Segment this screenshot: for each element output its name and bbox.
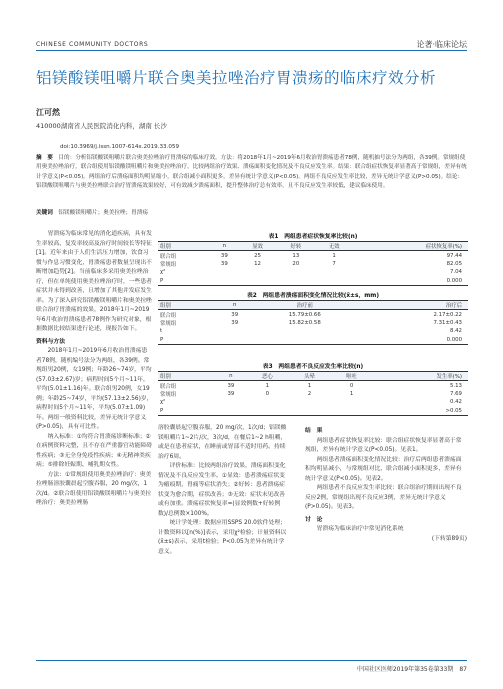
table-cell: 2 — [307, 390, 312, 397]
table-cell: 常规组 — [160, 320, 177, 327]
footer-divider — [36, 660, 467, 661]
table-cell: 常规组 — [160, 261, 177, 268]
table-cell: 97.44 — [446, 252, 462, 259]
abstract-label: 摘 要 — [36, 155, 53, 161]
table-header: 治疗前 — [251, 301, 359, 310]
table-cell — [218, 336, 251, 345]
table-cell — [331, 407, 373, 416]
table-cell: 2.17±0.22 — [433, 311, 462, 318]
table-row — [158, 327, 468, 335]
table-cell — [251, 327, 359, 335]
table-header: 恶心 — [246, 372, 288, 381]
table-header: n — [215, 372, 246, 381]
table-row — [158, 381, 468, 390]
table-cell — [288, 407, 330, 416]
table-cell — [246, 407, 288, 416]
paragraph: 两组患者症状恢复率比较：联合组症状恢复率显著高于常规组，差异有统计学意义(P<0.05)。见表1。 — [305, 437, 462, 453]
table-cell: 5.13 — [449, 382, 462, 389]
table-cell: 0 — [265, 390, 270, 397]
column-2 — [158, 424, 288, 557]
table-header: 组别 — [158, 372, 215, 381]
table-cell: 39 — [227, 390, 235, 397]
table-row — [158, 268, 468, 276]
table-cell: t — [160, 328, 163, 335]
table-cell — [251, 336, 359, 345]
table-cell — [277, 268, 315, 276]
table-cell: χ² — [160, 269, 166, 276]
paragraph: 纳入标准：①均符合胃溃疡诊断标准；②在病例资料完整，且不存在严重器官功能障碍性疾病；③无全身免疫性疾病；④无精神类疾病；⑤排除妊娠期、哺乳期女性。 — [36, 433, 152, 468]
table-header: n — [210, 242, 238, 251]
section-heading-discussion: 讨 论 — [305, 516, 323, 523]
table-cell: 0.000 — [359, 336, 468, 345]
table-cell: 20 — [292, 260, 300, 267]
journal-name: CHINESE COMMUNITY DOCTORS — [36, 41, 149, 48]
table-header: 好转 — [277, 242, 315, 251]
table-cell: 7.31±0.43 — [433, 319, 462, 326]
paragraph: 两组患者溃疡面积变化情况比较：治疗后两组患者溃疡面积均明显减小，与常规组对比，联合组减小面积更多，差异有统计学意义(P<0.05)。见表2。 — [305, 456, 462, 482]
table-cell — [246, 398, 288, 406]
author-name: 江可然 — [36, 108, 60, 117]
table-header: 呕吐 — [331, 372, 373, 381]
intro-paragraph: 胃溃疡为临床常见的消化道疾病，具有发生率较高、复发率较高及治疗时间较长等特征[1]。近年来由于人们生活压力增加，饮食习惯与作息习惯变化，胃溃疡患者数量呈现出不断增加趋势[2]。当前临床多采用奥美拉唑治疗，但在单纯使用奥美拉唑治疗时，一些患者症状并未得到改善，且增加了其他并发症发生率。为了深入研究铝镁酸镁咀嚼片和奥美拉唑联合治疗胃溃疡的效果，2018年1月~2019年6月收治胃溃疡患者78例作为研究对象，根据数据比较结果进行论述，现报告如下。 — [36, 231, 152, 332]
doi[interactable]: doi:10.3969/j.issn.1007-614x.2019.33.059 — [60, 144, 180, 150]
table-header: 无效 — [315, 242, 353, 251]
table-cell: 常规组 — [160, 391, 177, 398]
table-cell — [331, 398, 373, 406]
table-cell: 0 — [349, 382, 354, 389]
abstract — [36, 154, 468, 192]
table-3 — [158, 371, 468, 416]
table-row — [158, 336, 468, 345]
table-row — [158, 398, 468, 406]
table-cell: 1 — [307, 382, 312, 389]
table-cell: 0.42 — [449, 399, 462, 406]
table-cell — [238, 277, 276, 286]
table-row — [158, 319, 468, 327]
section-label: 论著·临床论坛 — [416, 40, 467, 49]
table-cell: 0.000 — [353, 277, 468, 286]
abstract-text: 目的：分析铝镁酸镁咀嚼片联合奥美拉唑治疗胃溃疡的临床疗效。方法：将2018年1月~2019年6月收治胃溃疡患者78例，随机抽号法分为两组，各39例。常规组使用奥美拉唑治疗，联合组使用铝镁酸镁咀嚼片和奥美拉唑治疗。比较两组治疗效果、溃疡面积变化情况及不良反应发生率。结果：联合组症状恢复率显著高于常规组，差异有统计学意义(P<0.05)。两组治疗后溃疡面积均明显缩小，联合组减小面积更多，差异有统计学意义(P<0.05)。两组不良反应发生率比较，差异无统计学意义(P>0.05)。结论：铝镁酸镁咀嚼片与奥美拉唑联合治疗胃溃疡效果较好，可有效减少溃疡面积，提升整体治疗总有效率，且不良反应发生率较低，建议临床使用。 — [36, 155, 467, 190]
table-cell — [215, 407, 246, 416]
table-cell: 39 — [220, 252, 228, 259]
paragraph: 2018年1月~2019年6月收治胃溃疡患者78例，随机编号法分为两组，各39例。常规组男20例，女19例；年龄26~74岁，平均(57.03±2.67)岁；病程时间5个月~11年，平均(5.01±1.16)年。联合组男20例，女19例；年龄25~74岁，平均(57.13±2.56)岁，病程时间5个月~11年，平均(5.07±1.09)年。两组一般资料比较，差异无统计学意义(P>0.05)，具有可比性。 — [36, 348, 153, 430]
keywords — [36, 208, 148, 216]
paragraph: 溶胶囊晨起空腹吞服，20 mg/次，1次/d；铝镁酸镁咀嚼片1~2片/次，3次/d，在餐后1~2 h咀嚼，或是在患者症状，在睡前或胃部不适时用药。持续治疗6周。 — [158, 425, 287, 460]
table-cell: 13 — [292, 252, 300, 259]
table-cell: 39 — [231, 319, 239, 326]
section-heading-results: 结 果 — [305, 428, 323, 434]
table-cell: 1 — [349, 390, 354, 397]
paragraph: 胃溃疡为临床治疗中常见消化系统 — [316, 526, 404, 532]
table-cell: χ² — [160, 399, 166, 406]
table-cell — [210, 268, 238, 276]
table-cell: P — [158, 407, 215, 416]
table-cell: 联合组 — [160, 383, 177, 390]
header-divider — [36, 50, 467, 51]
table-1 — [158, 241, 468, 286]
table-header: 症状恢复率(%) — [353, 242, 468, 251]
table-cell — [277, 277, 315, 286]
page-footer: 中国社区医师2019年第35卷第33期 87 — [356, 666, 467, 673]
table-cell: 12 — [254, 260, 261, 267]
table-row — [158, 407, 468, 416]
table-header: 治疗后 — [359, 301, 468, 310]
table-cell — [315, 277, 353, 286]
column-1 — [36, 230, 153, 509]
table-cell: 15.82±0.58 — [288, 319, 321, 326]
table-1-caption: 表1 两组患者症状恢复率比较(n) — [268, 234, 358, 240]
table-cell: 1 — [332, 252, 336, 259]
table-cell — [215, 398, 246, 406]
paragraph: 两组患者不良反应发生率比较：联合组治疗期间出现不良反应2例，常规组出现不良反应3例，差异无统计学意义(P>0.05)。见表3。 — [305, 485, 462, 510]
table-cell — [315, 268, 353, 276]
table-cell: 8.42 — [449, 328, 462, 335]
table-2-caption: 表2 两组患者溃疡面积变化情况比较(x̄±s，mm) — [246, 293, 379, 299]
table-row — [158, 390, 468, 398]
paragraph: 方法：①常规组使用奥美拉唑治疗：奥美拉唑肠溶胶囊晨起空腹吞服，20 mg/次，1次/d。②联合组使用铝镁酸镁咀嚼片与奥美拉唑治疗：奥美拉唑肠 — [36, 471, 152, 506]
table-cell: 39 — [220, 260, 228, 267]
table-row — [158, 260, 468, 268]
section-heading-methods: 资料与方法 — [36, 338, 65, 345]
table-cell: 82.05 — [446, 260, 462, 267]
table-cell — [218, 327, 251, 335]
table-header: 组别 — [158, 242, 210, 251]
table-cell: 联合组 — [160, 253, 177, 260]
table-3-caption: 表3 两组患者不良反应发生率比较(n) — [262, 364, 364, 370]
table-cell: 7.04 — [449, 269, 462, 276]
table-header: n — [218, 301, 251, 310]
table-header: 发生率(%) — [373, 372, 468, 381]
table-cell: 15.79±0.66 — [288, 311, 321, 318]
column-3 — [305, 424, 467, 544]
article-title: 铝镁酸镁咀嚼片联合奥美拉唑治疗胃溃疡的临床疗效分析 — [36, 69, 437, 87]
table-header: 显效 — [238, 242, 276, 251]
table-row — [158, 310, 468, 319]
table-cell: 7.69 — [449, 390, 462, 397]
continued-note: (下转第89页) — [431, 535, 467, 542]
keywords-label: 关键词 — [36, 210, 53, 216]
table-cell — [238, 268, 276, 276]
table-cell: >0.05 — [373, 407, 468, 416]
table-cell — [210, 277, 238, 286]
table-cell: P — [158, 336, 218, 345]
table-cell: 39 — [227, 382, 235, 389]
table-cell: 25 — [254, 252, 261, 259]
table-cell: 7 — [332, 260, 336, 267]
table-header: 头晕 — [288, 372, 330, 381]
table-header: 组别 — [158, 301, 218, 310]
paragraph: 评价标准：比较两组治疗效果，溃疡面积变化情况及不良反应发生率。①显效：患者溃疡症状变为瘢痕期，胃痛等症状消失；②好转：患者溃疡症状变为愈合期，症状改善；③无效：症状未见改善或有加重。溃疡症状恢复率=(显效例数+好转例数)/总例数×100%。 — [158, 463, 286, 517]
table-cell: 联合组 — [160, 312, 177, 319]
table-cell: 1 — [265, 382, 270, 389]
table-cell: 39 — [231, 311, 239, 318]
table-row — [158, 251, 468, 260]
table-cell: P — [158, 277, 210, 286]
keywords-text: 铝镁酸镁咀嚼片；奥美拉唑；胃溃疡 — [58, 210, 148, 216]
paragraph: 统计学处理：数据应用SSPS 20.0软件处理；计数资料以[n(%)]表示，采用χ²检验；计量资料以(x̄±s)表示，采用t检验；P<0.05为差异有统计学意义。 — [158, 520, 287, 555]
table-row — [158, 277, 468, 286]
table-2 — [158, 300, 468, 345]
table-cell — [288, 398, 330, 406]
author-affiliation: 410000湖南省人民医院消化内科，湖南 长沙 — [36, 122, 167, 130]
